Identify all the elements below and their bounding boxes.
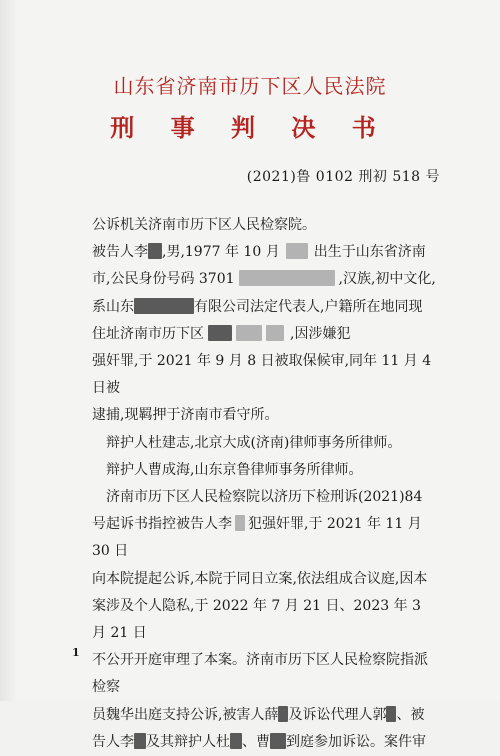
- redaction-block: [266, 325, 284, 341]
- defendant-line-4: 住址济南市历下区 ,因涉嫌犯: [92, 325, 351, 342]
- defendant-line-5: 强奸罪,于 2021 年 9 月 8 日被取保候审,同年 11 月 4 日被: [92, 353, 432, 397]
- page-number: 1: [72, 646, 80, 659]
- scan-edge-shadow: [0, 0, 18, 701]
- defendant-line-6: 逮捕,现羁押于济南市看守所。: [92, 407, 279, 424]
- case-number: (2021)鲁 0102 刑初 518 号: [246, 169, 440, 185]
- defendant-line-3: 系山东 有限公司法定代表人,户籍所在地同现: [92, 298, 423, 315]
- redaction-block: [270, 733, 286, 749]
- procedure-line-3: 向本院提起公诉,本院于同日立案,依法组成合议庭,因本: [92, 570, 428, 587]
- procedure-line-4: 案涉及个人隐私,于 2022 年 7 月 21 日、2023 年 3 月 21 日: [92, 597, 421, 642]
- redaction-block: [148, 243, 162, 259]
- document-type-title: 刑 事 判 决 书: [110, 113, 390, 142]
- procedure-line-5: 不公开开庭审理了本案。济南市历下区人民检察院指派检察: [92, 652, 428, 696]
- redaction-block: [236, 325, 262, 341]
- redaction-block: [208, 325, 232, 341]
- redaction-block: [134, 733, 146, 749]
- procedure-line-1: 济南市历下区人民检察院以济历下检刑诉(2021)84: [106, 489, 423, 506]
- prosecutor-line: 公诉机关济南市历下区人民检察院。: [92, 217, 316, 233]
- procedure-line-2: 号起诉书指控被告人李 犯强奸罪,于 2021 年 11 月 30 日: [92, 516, 422, 560]
- court-name: 山东省济南市历下区人民法院: [113, 74, 387, 98]
- defense-counsel-2: 辩护人曹成海,山东京鲁律师事务所律师。: [106, 461, 363, 478]
- defendant-line-1: 被告人李 ,男,1977 年 10 月 出生于山东省济南: [92, 244, 426, 261]
- redaction-block: [386, 706, 396, 722]
- judgment-body: [92, 212, 438, 756]
- redaction-block: [278, 706, 288, 722]
- redaction-block: [239, 270, 335, 286]
- redaction-block: [134, 298, 194, 314]
- procedure-line-6: 员魏华出庭支持公诉,被害人薛 及诉讼代理人郭 、被: [92, 706, 425, 723]
- defense-counsel-1: 辩护人杜建志,北京大成(济南)律师事务所律师。: [106, 434, 402, 451]
- redaction-block: [230, 733, 242, 749]
- redaction-block: [235, 515, 245, 531]
- procedure-line-7: 告人李 及其辩护人杜 、曹 到庭参加诉讼。案件审: [92, 733, 426, 750]
- redaction-block: [286, 243, 308, 259]
- defendant-line-2: 市,公民身份号码 3701 ,汉族,初中文化,: [92, 271, 436, 288]
